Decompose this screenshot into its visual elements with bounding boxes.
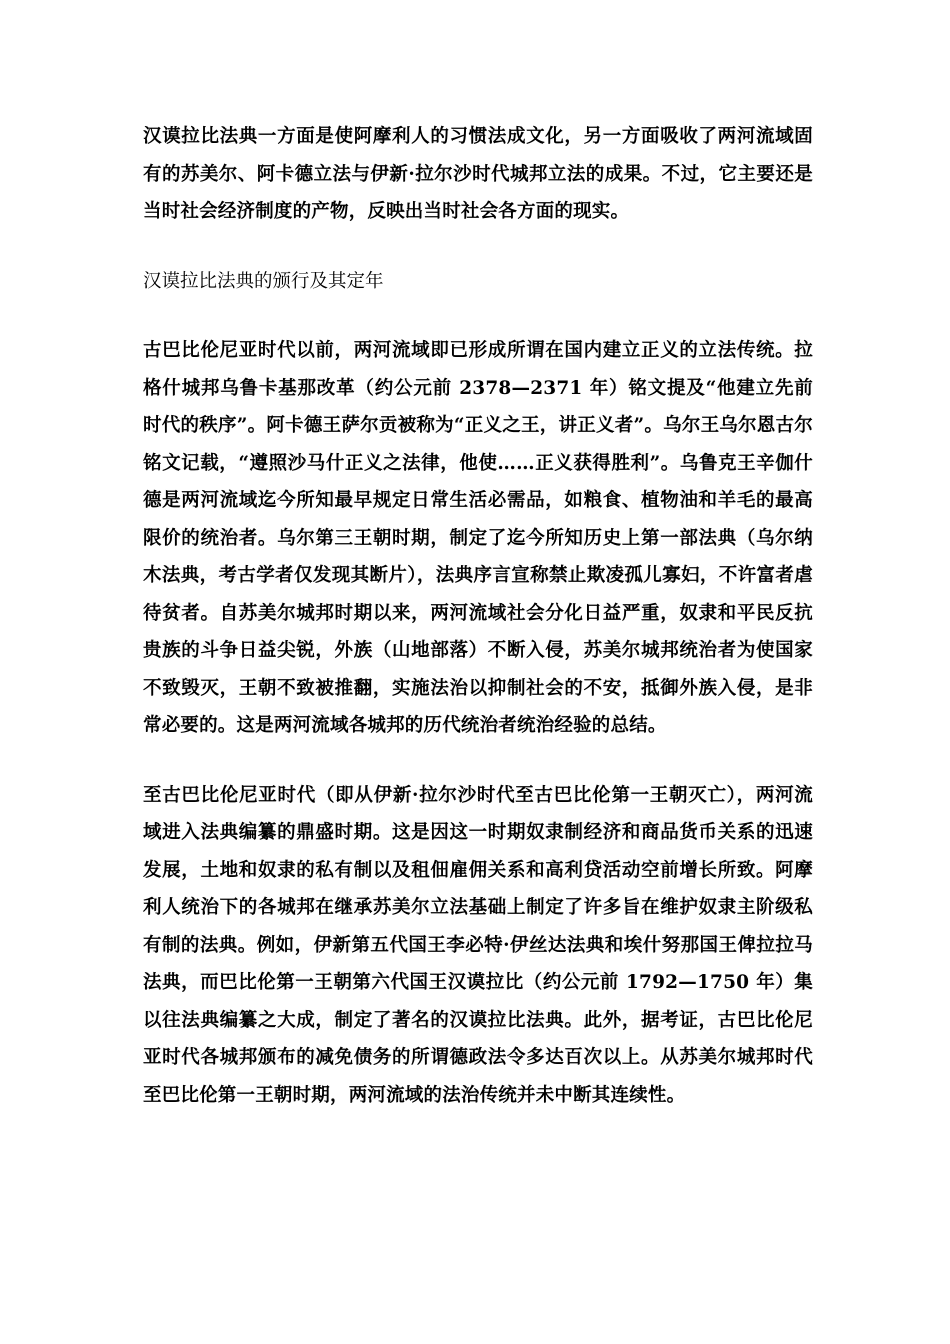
section-heading: 汉谟拉比法典的颁行及其定年 (143, 270, 384, 292)
paragraph-code-compilation: 至古巴比伦尼亚时代（即从伊新·拉尔沙时代至古巴比伦第一王朝灭亡），两河流域进入法典编纂的鼎盛时期。这是因这一时期奴隶制经济和商品货币关系的迅速发展，土地和奴隶的私有制以及租佃雇佣关系和高利贷活动空前增长所致。阿摩利人统治下的各城邦在继承苏美尔立法基础上制定了许多旨在维护奴隶主阶级私有制的法典。例如，伊新第五代国王李必特·伊丝达法典和埃什努那国王俾拉拉马法典，而巴比伦第一王朝第六代国王汉谟拉比（约公元前 1792—1750 年）集以往法典编纂之大成，制定了著名的汉谟拉比法典。此外，据考证，古巴比伦尼亚时代各城邦颁布的减免债务的所谓德政法令多达百次以上。从苏美尔城邦时代至巴比伦第一王朝时期，两河流域的法治传统并未中断其连续性。 (143, 784, 813, 1106)
document-page (143, 118, 813, 1146)
paragraph-intro: 汉谟拉比法典一方面是使阿摩利人的习惯法成文化，另一方面吸收了两河流域固有的苏美尔、阿卡德立法与伊新·拉尔沙时代城邦立法的成果。不过，它主要还是当时社会经济制度的产物，反映出当时社会各方面的现实。 (143, 126, 813, 222)
paragraph-legal-tradition: 古巴比伦尼亚时代以前，两河流域即已形成所谓在国内建立正义的立法传统。拉格什城邦乌鲁卡基那改革（约公元前 2378—2371 年）铭文提及“他建立先前时代的秩序”。阿卡德王萨尔贡被称为“正义之王，讲正义者”。乌尔王乌尔恩古尔铭文记载，“遵照沙马什正义之法律，他使……正义获得胜利”。乌鲁克王辛伽什德是两河流域迄今所知最早规定日常生活必需品，如粮食、植物油和羊毛的最高限价的统治者。乌尔第三王朝时期，制定了迄今所知历史上第一部法典（乌尔纳木法典，考古学者仅发现其断片），法典序言宣称禁止欺凌孤儿寡妇，不许富者虐待贫者。自苏美尔城邦时期以来，两河流域社会分化日益严重，奴隶和平民反抗贵族的斗争日益尖锐，外族（山地部落）不断入侵，苏美尔城邦统治者为使国家不致毁灭，王朝不致被推翻，实施法治以抑制社会的不安，抵御外族入侵，是非常必要的。这是两河流域各城邦的历代统治者统治经验的总结。 (143, 340, 813, 736)
